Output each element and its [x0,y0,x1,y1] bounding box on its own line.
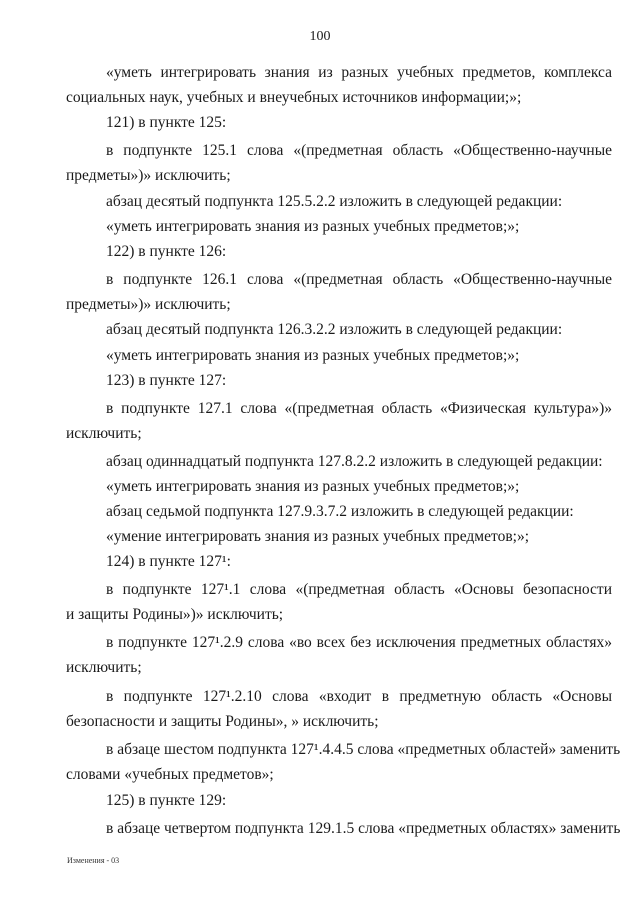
body-line: предметы»)» исключить; [66,167,231,184]
body-line: «уметь интегрировать знания из разных учебных предметов, комплекса [106,64,612,81]
body-line: в подпункте 127¹.2.9 слова «во всех без исключения предметных областях» [106,634,612,651]
body-line: и защиты Родины»)» исключить; [66,606,284,623]
body-line: абзац седьмой подпункта 127.9.3.7.2 изложить в следующей редакции: [106,503,574,520]
item-heading: 121) в пункте 125: [106,114,227,131]
body-line: в подпункте 127¹.1 слова «(предметная область «Основы безопасности [106,581,612,598]
body-line: исключить; [66,425,142,442]
body-line: абзац десятый подпункта 125.5.2.2 изложить в следующей редакции: [106,193,563,210]
body-line: безопасности и защиты Родины», » исключить; [66,713,379,730]
body-line: «уметь интегрировать знания из разных учебных предметов;»; [106,478,520,495]
body-line: абзац одиннадцатый подпункта 127.8.2.2 изложить в следующей редакции: [106,453,603,470]
body-line: в подпункте 127.1 слова «(предметная область «Физическая культура»)» [106,400,612,417]
item-heading: 123) в пункте 127: [106,372,227,389]
body-line: предметы»)» исключить; [66,296,231,313]
body-line: в абзаце четвертом подпункта 129.1.5 слова «предметных областях» заменить [106,820,621,837]
body-line: исключить; [66,659,142,676]
body-line: словами «учебных предметов»; [66,766,274,783]
page-number: 100 [309,29,331,44]
body-line: социальных наук, учебных и внеучебных источников информации;»; [66,89,522,106]
body-line: в подпункте 125.1 слова «(предметная область «Общественно-научные [106,142,612,159]
body-line: в абзаце шестом подпункта 127¹.4.4.5 слова «предметных областей» заменить [106,741,621,758]
body-line: «уметь интегрировать знания из разных учебных предметов;»; [106,347,520,364]
body-line: в подпункте 126.1 слова «(предметная область «Общественно-научные [106,271,612,288]
body-line: абзац десятый подпункта 126.3.2.2 изложить в следующей редакции: [106,321,563,338]
item-heading: 125) в пункте 129: [106,792,227,809]
body-line: «уметь интегрировать знания из разных учебных предметов;»; [106,218,520,235]
footer-note: Изменения - 03 [67,856,120,865]
item-heading: 124) в пункте 127¹: [106,553,231,570]
item-heading: 122) в пункте 126: [106,243,227,260]
body-line: в подпункте 127¹.2.10 слова «входит в предметную область «Основы [106,688,612,705]
body-line: «умение интегрировать знания из разных учебных предметов;»; [106,528,529,545]
